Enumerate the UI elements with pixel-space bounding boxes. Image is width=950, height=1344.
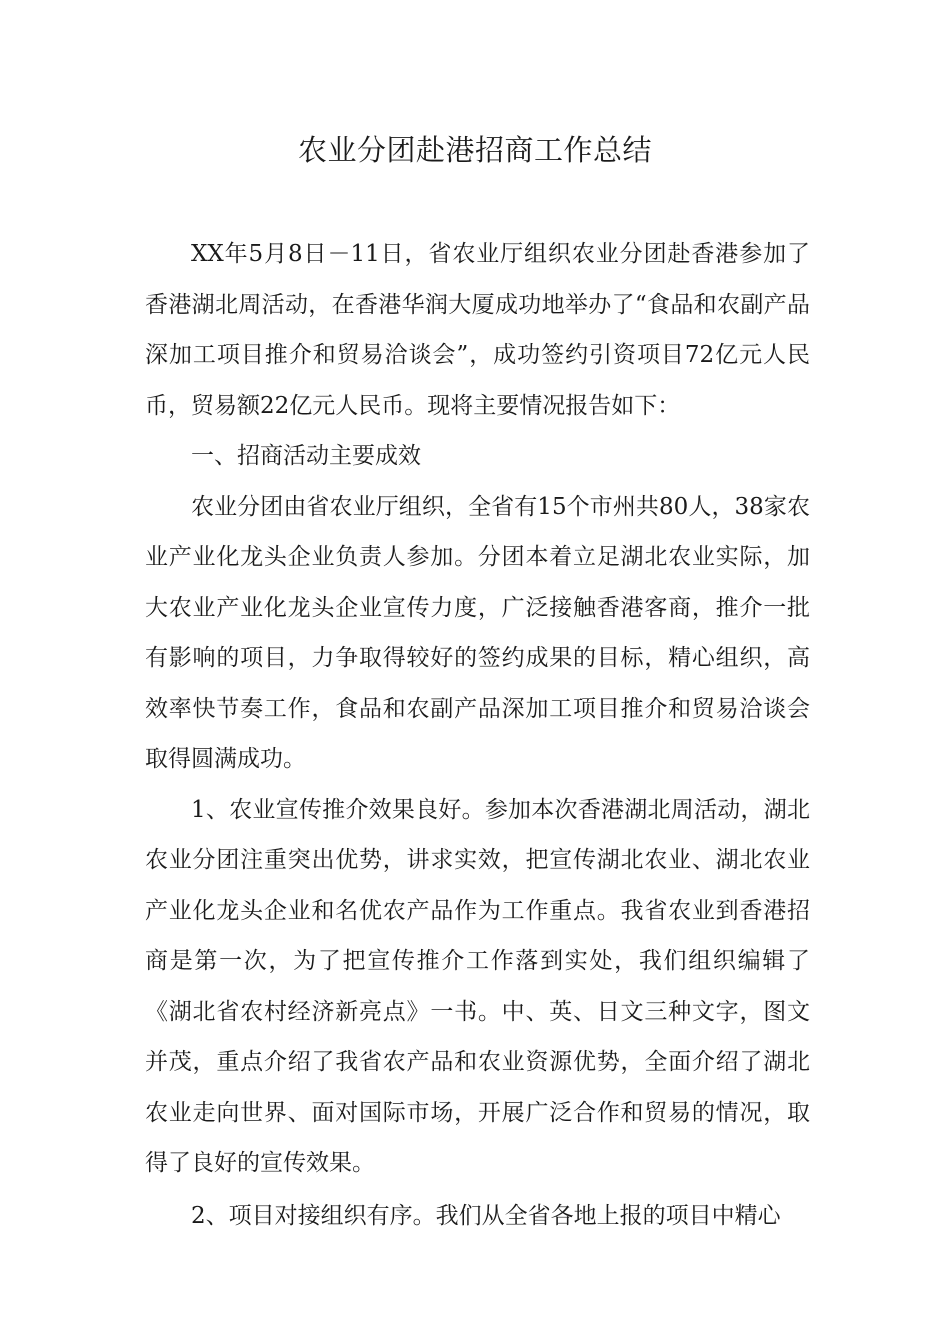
paragraph-overview: 农业分团由省农业厅组织，全省有15个市州共80人，38家农业产业化龙头企业负责人参加。分团本着立足湖北农业实际，加大农业产业化龙头企业宣传力度，广泛接触香港客商，推介一批有影响的项目，力争取得较好的签约成果的目标，精心组织，高效率快节奏工作，食品和农副产品深加工项目推介和贸易洽谈会取得圆满成功。 bbox=[145, 493, 810, 772]
section-heading: 一、招商活动主要成效 bbox=[191, 443, 421, 469]
document-title: 农业分团赴港招商工作总结 bbox=[297, 133, 652, 167]
paragraph-intro: XX年5月8日－11日，省农业厅组织农业分团赴香港参加了香港湖北周活动，在香港华润大厦成功地举办了“食品和农副产品深加工项目推介和贸易洽谈会”，成功签约引资项目72亿元人民币，贸易额22亿元人民币。现将主要情况报告如下： bbox=[145, 241, 810, 419]
paragraph-point-1: 1、农业宣传推介效果良好。参加本次香港湖北周活动，湖北农业分团注重突出优势，讲求实效，把宣传湖北农业、湖北农业产业化龙头企业和名优农产品作为工作重点。我省农业到香港招商是第一次，为了把宣传推介工作落到实处，我们组织编辑了《湖北省农村经济新亮点》一书。中、英、日文三种文字，图文并茂，重点介绍了我省农产品和农业资源优势，全面介绍了湖北农业走向世界、面对国际市场，开展广泛合作和贸易的情况，取得了良好的宣传效果。 bbox=[145, 796, 810, 1176]
paragraph-point-2: 2、项目对接组织有序。我们从全省各地上报的项目中精心 bbox=[191, 1202, 781, 1229]
document-body bbox=[145, 229, 810, 1241]
